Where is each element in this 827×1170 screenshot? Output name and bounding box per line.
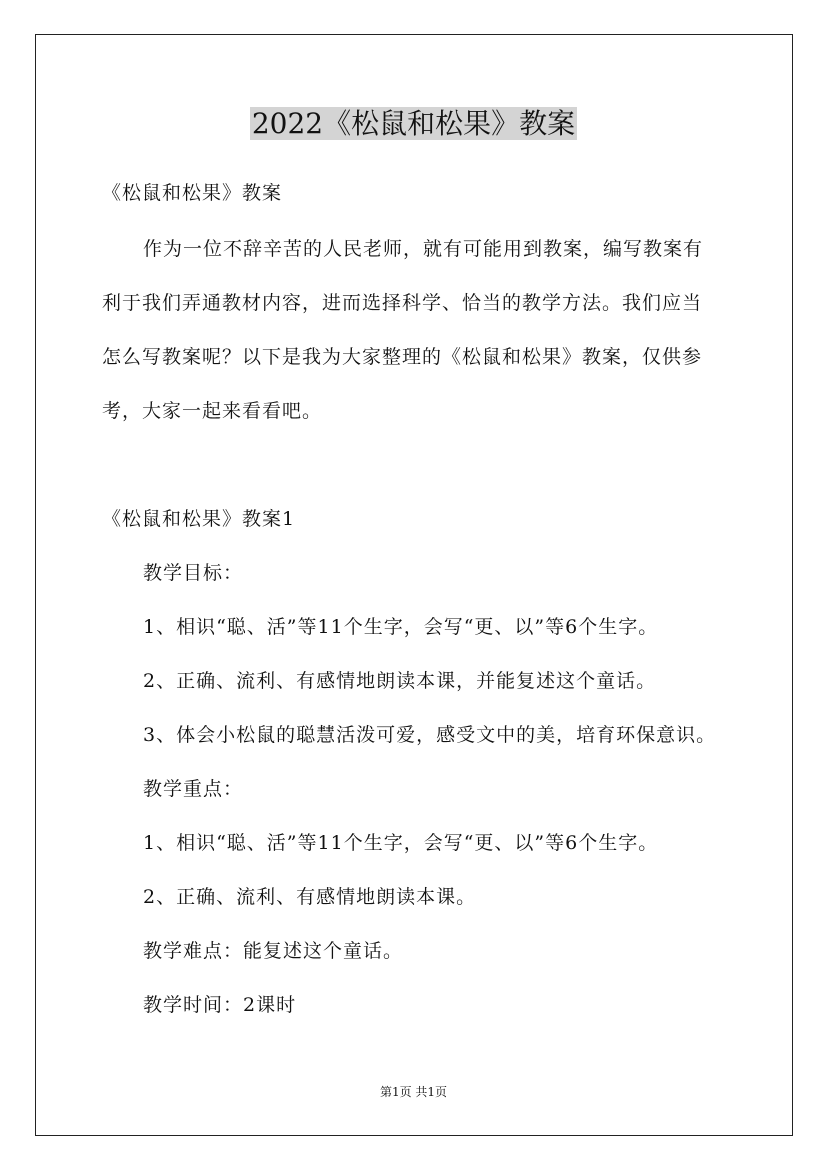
- goal-item-3: 3、体会小松鼠的聪慧活泼可爱，感受文中的美，培育环保意识。: [143, 724, 717, 746]
- goal-item-1: 1、相识“聪、活”等11个生字，会写“更、以”等6个生字。: [143, 616, 659, 638]
- time-line: 教学时间：2课时: [143, 994, 297, 1016]
- intro-line-3: 怎么写教案呢？以下是我为大家整理的《松鼠和松果》教案，仅供参: [102, 346, 703, 368]
- goals-label: 教学目标：: [143, 562, 244, 584]
- page-footer: 第1页 共1页: [379, 1085, 448, 1099]
- key-point-2: 2、正确、流利、有感情地朗读本课。: [143, 886, 477, 908]
- document-title-text: 2022《松鼠和松果》教案: [251, 107, 576, 140]
- section-heading: 《松鼠和松果》教案1: [102, 508, 296, 530]
- intro-line-1: 作为一位不辞辛苦的人民老师，就有可能用到教案，编写教案有: [143, 238, 704, 260]
- document-title: [0, 104, 827, 144]
- difficulty-line: 教学难点：能复述这个童话。: [143, 940, 404, 962]
- intro-line-4: 考，大家一起来看看吧。: [102, 400, 323, 422]
- goal-item-2: 2、正确、流利、有感情地朗读本课，并能复述这个童话。: [143, 670, 657, 692]
- subtitle: 《松鼠和松果》教案: [102, 182, 283, 204]
- intro-line-2: 利于我们弄通教材内容，进而选择科学、恰当的教学方法。我们应当: [102, 292, 703, 314]
- key-points-label: 教学重点：: [143, 778, 244, 800]
- key-point-1: 1、相识“聪、活”等11个生字，会写“更、以”等6个生字。: [143, 832, 659, 854]
